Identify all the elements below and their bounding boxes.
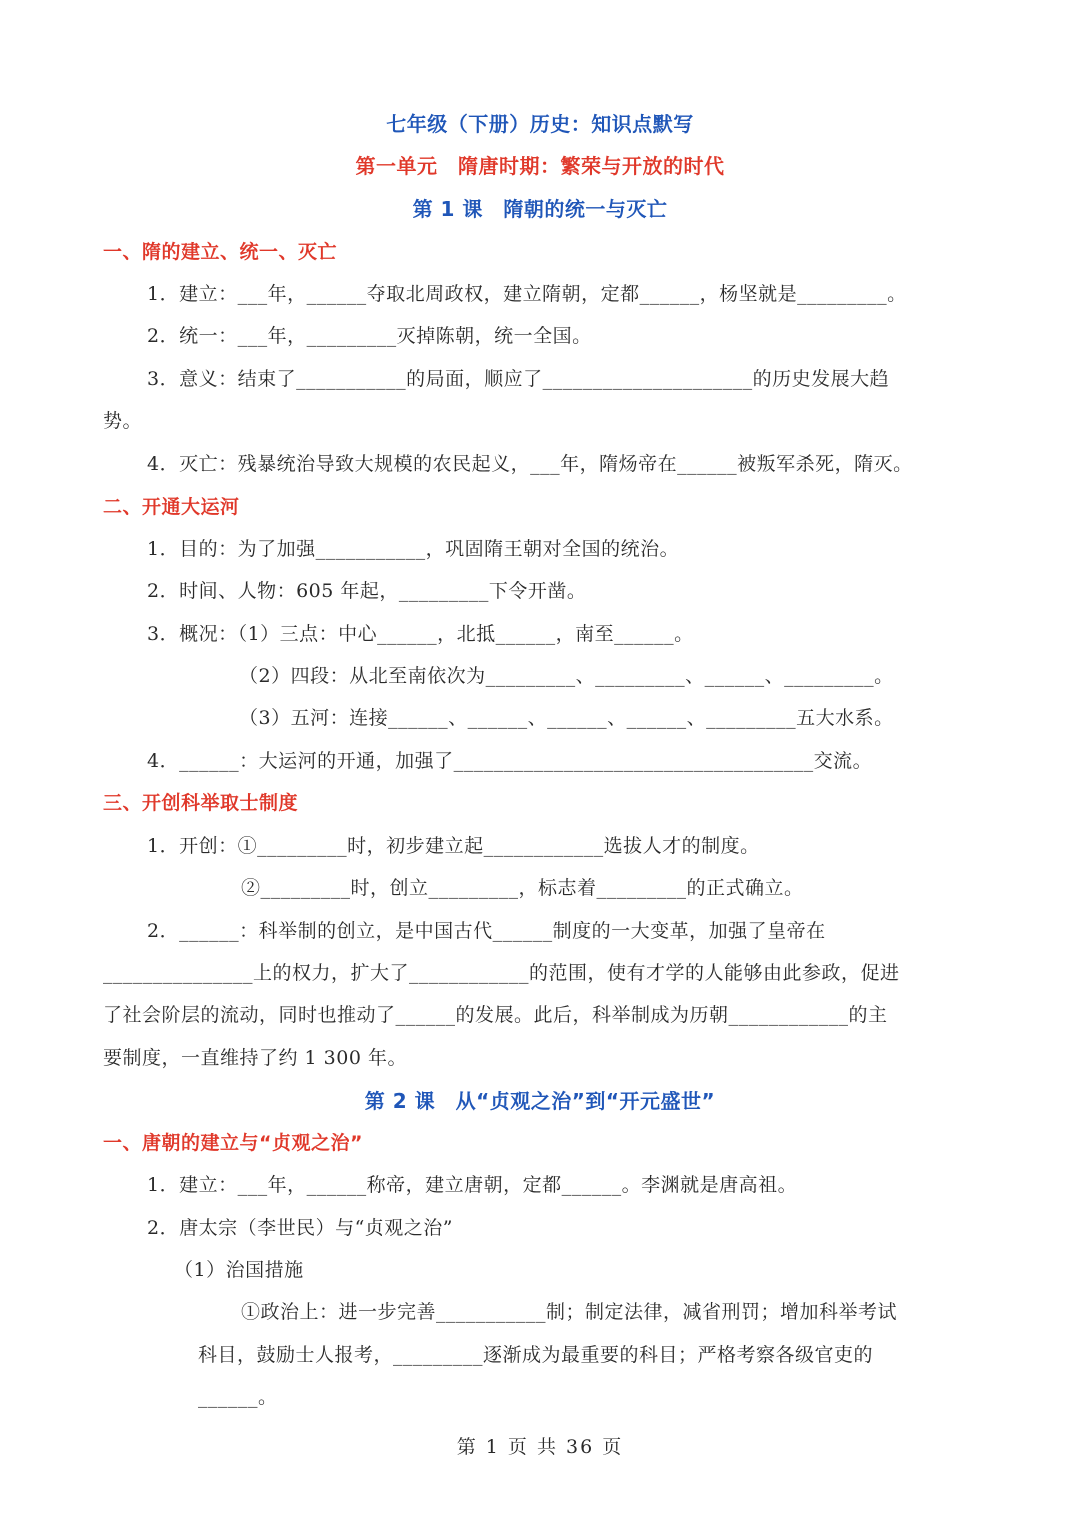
question-line: 2．唐太宗（李世民）与“贞观之治” bbox=[147, 1217, 454, 1239]
question-line: 3．概况：（1）三点：中心______，北抵______，南至______。 bbox=[147, 623, 694, 645]
question-line: 3．意义：结束了___________的局面，顺应了_____________________的历史发展大趋 bbox=[147, 368, 890, 390]
question-line: ②_________时，创立_________，标志着_________的正式确立。 bbox=[241, 877, 804, 899]
question-line: （2）四段：从北至南依次为_________、_________、______、_________。 bbox=[239, 665, 894, 687]
section-heading-tang-founding: 一、唐朝的建立与“贞观之治” bbox=[103, 1132, 363, 1154]
question-line: 1．建立：___年，______夺取北周政权，建立隋朝，定都______，杨坚就是_________。 bbox=[147, 283, 907, 305]
page-indicator: 第 1 页 共 36 页 bbox=[456, 1436, 624, 1458]
question-line: 2．时间、人物：605 年起，_________下令开凿。 bbox=[147, 580, 587, 602]
question-line: 1．建立：___年，______称帝，建立唐朝，定都______。李渊就是唐高祖。 bbox=[147, 1174, 798, 1196]
question-line: （3）五河：连接______、______、______、______、_________五大水系。 bbox=[239, 707, 894, 729]
question-line: 了社会阶层的流动，同时也推动了______的发展。此后，科举制成为历朝____________的主 bbox=[103, 1004, 888, 1026]
document-title: 七年级（下册）历史：知识点默写 bbox=[386, 112, 694, 136]
section-heading-grand-canal: 二、开通大运河 bbox=[103, 496, 240, 518]
question-line: 1．开创：①_________时，初步建立起____________选拔人才的制度。 bbox=[147, 835, 760, 857]
question-line: 4．灭亡：残暴统治导致大规模的农民起义，___年，隋炀帝在______被叛军杀死，隋灭。 bbox=[147, 453, 913, 475]
question-line: 科目，鼓励士人报考，_________逐渐成为最重要的科目；严格考察各级官吏的 bbox=[198, 1344, 874, 1366]
question-line: 2．______：科举制的创立，是中国古代______制度的一大变革，加强了皇帝在 bbox=[147, 920, 826, 942]
lesson-1-title: 第 1 课 隋朝的统一与灭亡 bbox=[412, 197, 668, 221]
section-heading-sui-establishment: 一、隋的建立、统一、灭亡 bbox=[103, 241, 338, 263]
question-line: （1）治国措施 bbox=[174, 1259, 304, 1281]
unit-title: 第一单元 隋唐时期：繁荣与开放的时代 bbox=[355, 154, 725, 178]
question-line: 4．______：大运河的开通，加强了____________________________________交流。 bbox=[147, 750, 873, 772]
question-line: ①政治上：进一步完善___________制；制定法律，减省刑罚；增加科举考试 bbox=[241, 1301, 898, 1323]
question-line: ______。 bbox=[198, 1386, 278, 1408]
question-line: _______________上的权力，扩大了____________的范围，使有才学的人能够由此参政，促进 bbox=[103, 962, 900, 984]
section-heading-imperial-exam: 三、开创科举取士制度 bbox=[103, 792, 299, 814]
question-line: 1．目的：为了加强___________，巩固隋王朝对全国的统治。 bbox=[147, 538, 680, 560]
lesson-2-title: 第 2 课 从“贞观之治”到“开元盛世” bbox=[364, 1089, 716, 1113]
question-line: 2．统一：___年，_________灭掉陈朝，统一全国。 bbox=[147, 325, 592, 347]
question-line: 要制度，一直维持了约 1 300 年。 bbox=[103, 1047, 407, 1069]
question-line: 势。 bbox=[103, 410, 143, 432]
